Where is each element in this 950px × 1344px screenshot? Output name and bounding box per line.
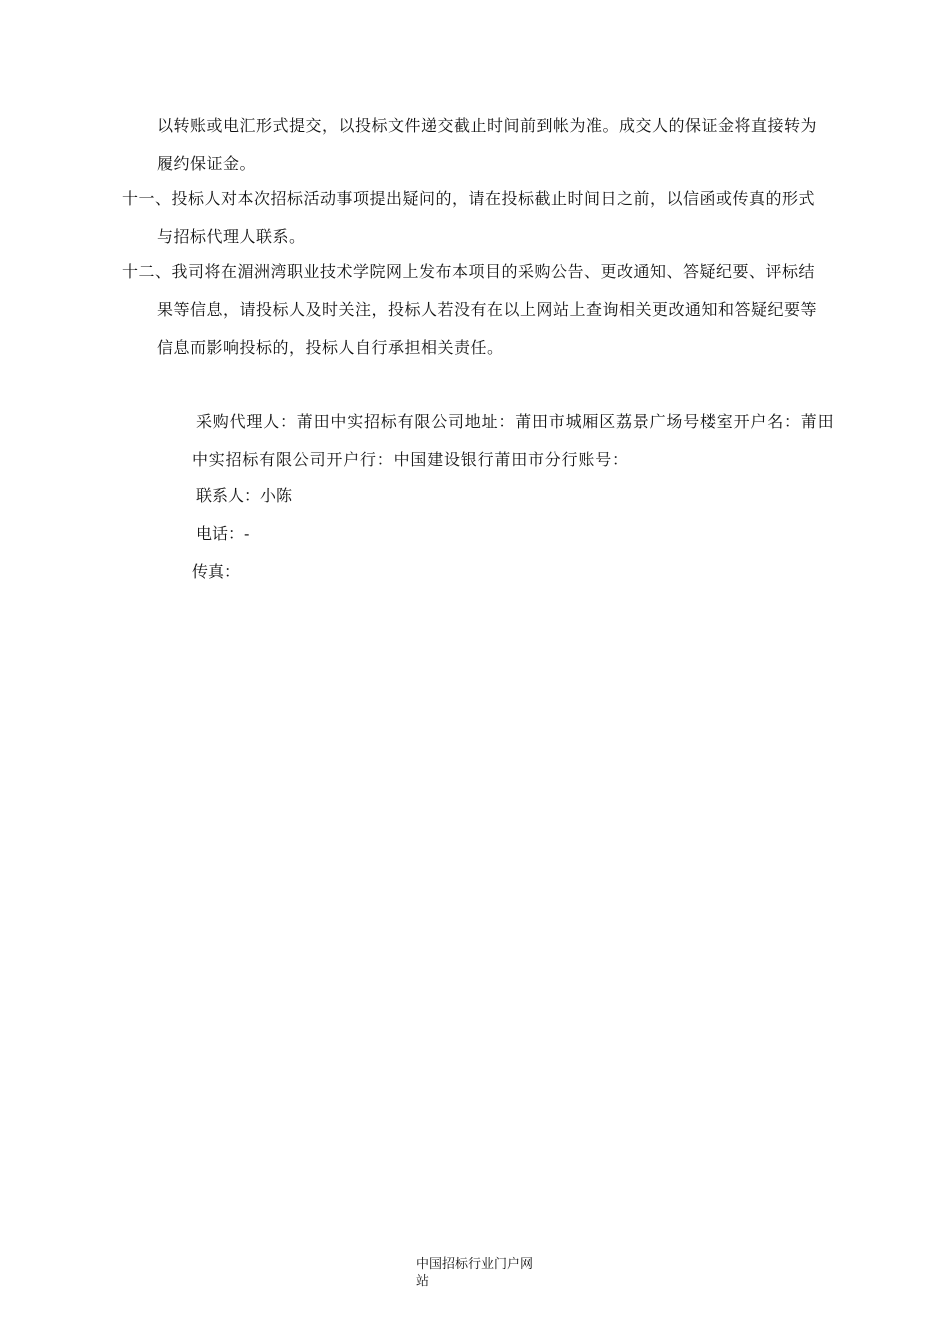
deposit-line-2: 履约保证金。 (157, 154, 257, 173)
deposit-paragraph (157, 107, 817, 183)
agent-info-line-2: 中实招标有限公司开户行：中国建设银行莆田市分行账号： (192, 450, 629, 469)
item-twelve-line-1: 十二、我司将在湄洲湾职业技术学院网上发布本项目的采购公告、更改通知、答疑纪要、评标结 (122, 262, 816, 281)
deposit-line-1: 以转账或电汇形式提交，以投标文件递交截止时间前到帐为准。成交人的保证金将直接转为 (157, 116, 818, 135)
footer-line-2: 站 (416, 1274, 430, 1289)
item-twelve (122, 253, 817, 367)
item-twelve-line-3: 信息而影响投标的，投标人自行承担相关责任。 (157, 338, 504, 357)
agent-info-line-1: 采购代理人：莆田中实招标有限公司地址：莆田市城厢区荔景广场号楼室开户名：莆田 (196, 412, 835, 431)
footer-line-1: 中国招标行业门户网 (416, 1257, 534, 1272)
page-footer (416, 1256, 533, 1290)
fax-line: 传真： (192, 562, 241, 581)
item-twelve-line-2: 果等信息，请投标人及时关注，投标人若没有在以上网站上查询相关更改通知和答疑纪要等 (157, 300, 818, 319)
item-eleven-line-2: 与招标代理人联系。 (157, 227, 306, 246)
phone-line: 电话：- (196, 524, 250, 543)
item-eleven (122, 180, 815, 256)
agent-info (192, 403, 834, 479)
contact-person: 联系人：小陈 (196, 486, 293, 505)
item-eleven-line-1: 十一、投标人对本次招标活动事项提出疑问的，请在投标截止时间日之前，以信函或传真的形式 (122, 189, 816, 208)
